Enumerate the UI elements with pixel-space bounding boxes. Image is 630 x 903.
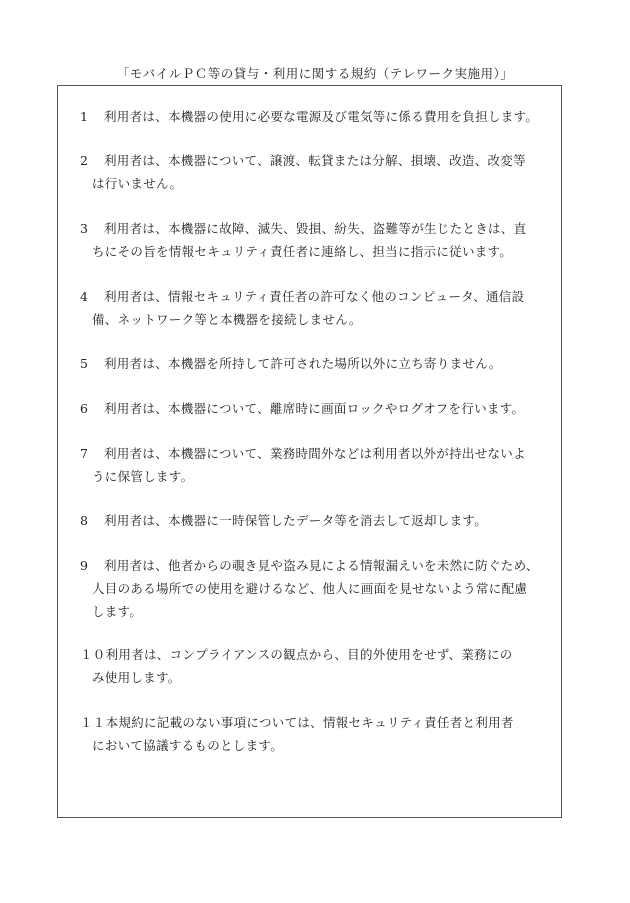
rule-line [80, 285, 548, 308]
rule-number: 6 [80, 401, 89, 416]
rule-item-3 [80, 217, 548, 263]
rule-item-4 [80, 285, 548, 331]
rule-text: 利用者は、本機器を所持して許可された場所以外に立ち寄りません。 [104, 356, 502, 371]
rule-text-continued: うに保管します。 [92, 469, 194, 484]
rule-line [80, 149, 548, 172]
rule-line [80, 643, 548, 666]
rule-text: 利用者は、本機器について、業務時間外などは利用者以外が持出せないよ [104, 446, 526, 461]
rule-text-continued: ちにその旨を情報セキュリティ責任者に連絡し、担当に指示に従います。 [92, 244, 513, 259]
document-title: 「モバイルＰＣ等の貸与・利用に関する規約（テレワーク実施用）」 [116, 66, 514, 81]
rule-number: １０ [80, 647, 106, 662]
rule-line [80, 105, 548, 128]
rule-item-8 [80, 509, 548, 532]
rule-text: 利用者は、本機器について、離席時に画面ロックやログオフを行います。 [104, 401, 525, 416]
rule-number: １１ [80, 715, 106, 730]
rule-line [80, 442, 548, 465]
rule-text-continued: において協議するものとします。 [92, 738, 284, 753]
rule-line [80, 217, 548, 240]
rule-number: 3 [80, 221, 89, 236]
rule-text: 利用者は、他者からの覗き見や盗み見による情報漏えいを未然に防ぐため、 [104, 558, 539, 573]
rule-text-continued: は行いません。 [92, 176, 183, 191]
rule-line [80, 352, 548, 375]
rule-line [80, 711, 548, 734]
rule-item-7 [80, 442, 548, 488]
rule-number: 7 [80, 446, 89, 461]
rule-line [80, 397, 548, 420]
rule-text: 利用者は、コンプライアンスの観点から、目的外使用をせず、業務にの [105, 647, 513, 662]
rule-number: 1 [80, 109, 89, 124]
rule-number: 8 [80, 513, 89, 528]
rule-item-6 [80, 397, 548, 420]
rule-text: 利用者は、本機器の使用に必要な電源及び電気等に係る費用を負担します。 [104, 109, 539, 124]
rule-text-continued: します。 [92, 604, 143, 619]
rule-text: 利用者は、本機器について、譲渡、転貸または分解、損壊、改造、改変等 [104, 153, 526, 168]
rule-line [80, 509, 548, 532]
rules-box [57, 85, 562, 818]
rule-item-11 [80, 711, 548, 757]
rule-text: 本規約に記載のない事項については、情報セキュリティ責任者と利用者 [105, 715, 514, 730]
rule-number: 9 [80, 558, 89, 573]
rule-item-9 [80, 554, 548, 623]
rule-item-5 [80, 352, 548, 375]
rule-line [80, 554, 548, 577]
rule-text-continued: 備、ネットワーク等と本機器を接続しません。 [92, 312, 362, 327]
rule-text: 利用者は、情報セキュリティ責任者の許可なく他のコンピュータ、通信設 [104, 289, 525, 304]
rule-item-10 [80, 643, 548, 689]
rule-text: 利用者は、本機器に一時保管したデータ等を消去して返却します。 [104, 513, 488, 528]
rule-item-1 [80, 105, 548, 128]
rule-number: 2 [80, 153, 89, 168]
rule-text-continued: み使用します。 [92, 670, 181, 685]
rule-number: 4 [80, 289, 89, 304]
rule-number: 5 [80, 356, 89, 371]
rule-text-continued: 人目のある場所での使用を避けるなど、他人に画面を見せないよう常に配慮 [92, 581, 528, 596]
rule-item-2 [80, 149, 548, 195]
rule-text: 利用者は、本機器に故障、滅失、毀損、紛失、盗難等が生じたときは、直 [104, 221, 527, 236]
